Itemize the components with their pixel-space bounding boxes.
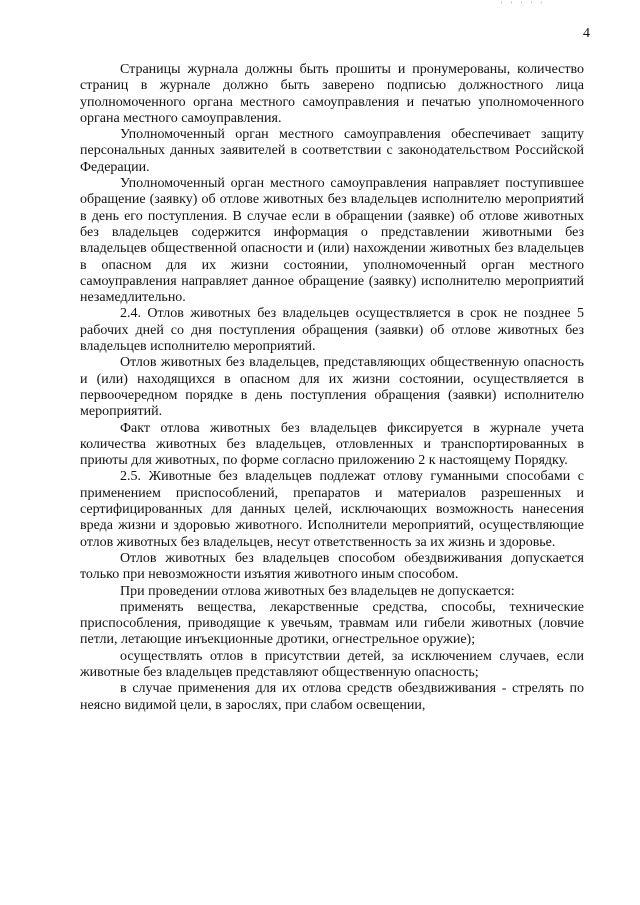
paragraph-capture-record: Факт отлова животных без владельцев фиксируется в журнале учета количества животных без владельцев, отловленных и транспортированных в приюты для животных, по форме согласно приложению 2 к настоящему Порядку.	[80, 420, 584, 469]
page-number: 4	[583, 26, 590, 41]
paragraph-immobilization: Отлов животных без владельцев способом обездвиживания допускается только при невозможности изъятия животного иным способом.	[80, 550, 584, 583]
scan-marks: ' ' ' ' '	[500, 0, 545, 10]
paragraph-journal-pages: Страницы журнала должны быть прошиты и пронумерованы, количество страниц в журнале должно быть заверено подписью должностного лица уполномоченного органа местного самоуправления и печатью уполномоченного органа местного самоуправления.	[80, 62, 584, 126]
paragraph-prohibition-shooting: в случае применения для их отлова средств обездвиживания - стрелять по неясно видимой цели, в зарослях, при слабом освещении,	[80, 681, 584, 713]
paragraph-section-2-5: 2.5. Животные без владельцев подлежат отлову гуманными способами с применением приспособлений, препаратов и материалов разрешенных и сертифицированных для данных целей, исключающих возможность нанесения вреда жизни и здоровью животного. Исполнители мероприятий, осуществляющие отлов животных без владельцев, несут ответственность за их жизнь и здоровье.	[80, 469, 584, 550]
document-body	[80, 62, 584, 714]
paragraph-prohibitions-intro: При проведении отлова животных без владельцев не допускается:	[120, 583, 515, 599]
paragraph-section-2-4: 2.4. Отлов животных без владельцев осуществляется в срок не позднее 5 рабочих дней со дня поступления обращения (заявки) об отлове животных без владельцев исполнителю мероприятий.	[80, 306, 584, 355]
paragraph-request-forwarding: Уполномоченный орган местного самоуправления направляет поступившее обращение (заявку) об отлове животных без владельцев исполнителю мероприятий в день его поступления. В случае если в обращении (заявке) об отлове животных без владельцев содержится информация о представлении животными без владельцев общественной опасности и (или) нахождении животных без владельцев в опасном для их жизни состоянии, уполномоченный орган местного самоуправления направляет данное обращение (заявку) исполнителю мероприятий незамедлительно.	[80, 176, 584, 306]
paragraph-prohibition-substances: применять вещества, лекарственные средства, способы, технические приспособления, приводящие к увечьям, травмам или гибели животных (ловчие петли, летающие инъекционные дротики, огнестрельное оружие);	[80, 599, 584, 648]
paragraph-priority-capture: Отлов животных без владельцев, представляющих общественную опасность и (или) находящихся в опасном для их жизни состоянии, осуществляется в первоочередном порядке в день поступления обращения (заявки) исполнителю мероприятий.	[80, 355, 584, 420]
paragraph-personal-data: Уполномоченный орган местного самоуправления обеспечивает защиту персональных данных заявителей в соответствии с законодательством Российской Федерации.	[80, 127, 584, 175]
paragraph-prohibition-children: осуществлять отлов в присутствии детей, за исключением случаев, если животные без владельцев представляют общественную опасность;	[80, 648, 584, 680]
